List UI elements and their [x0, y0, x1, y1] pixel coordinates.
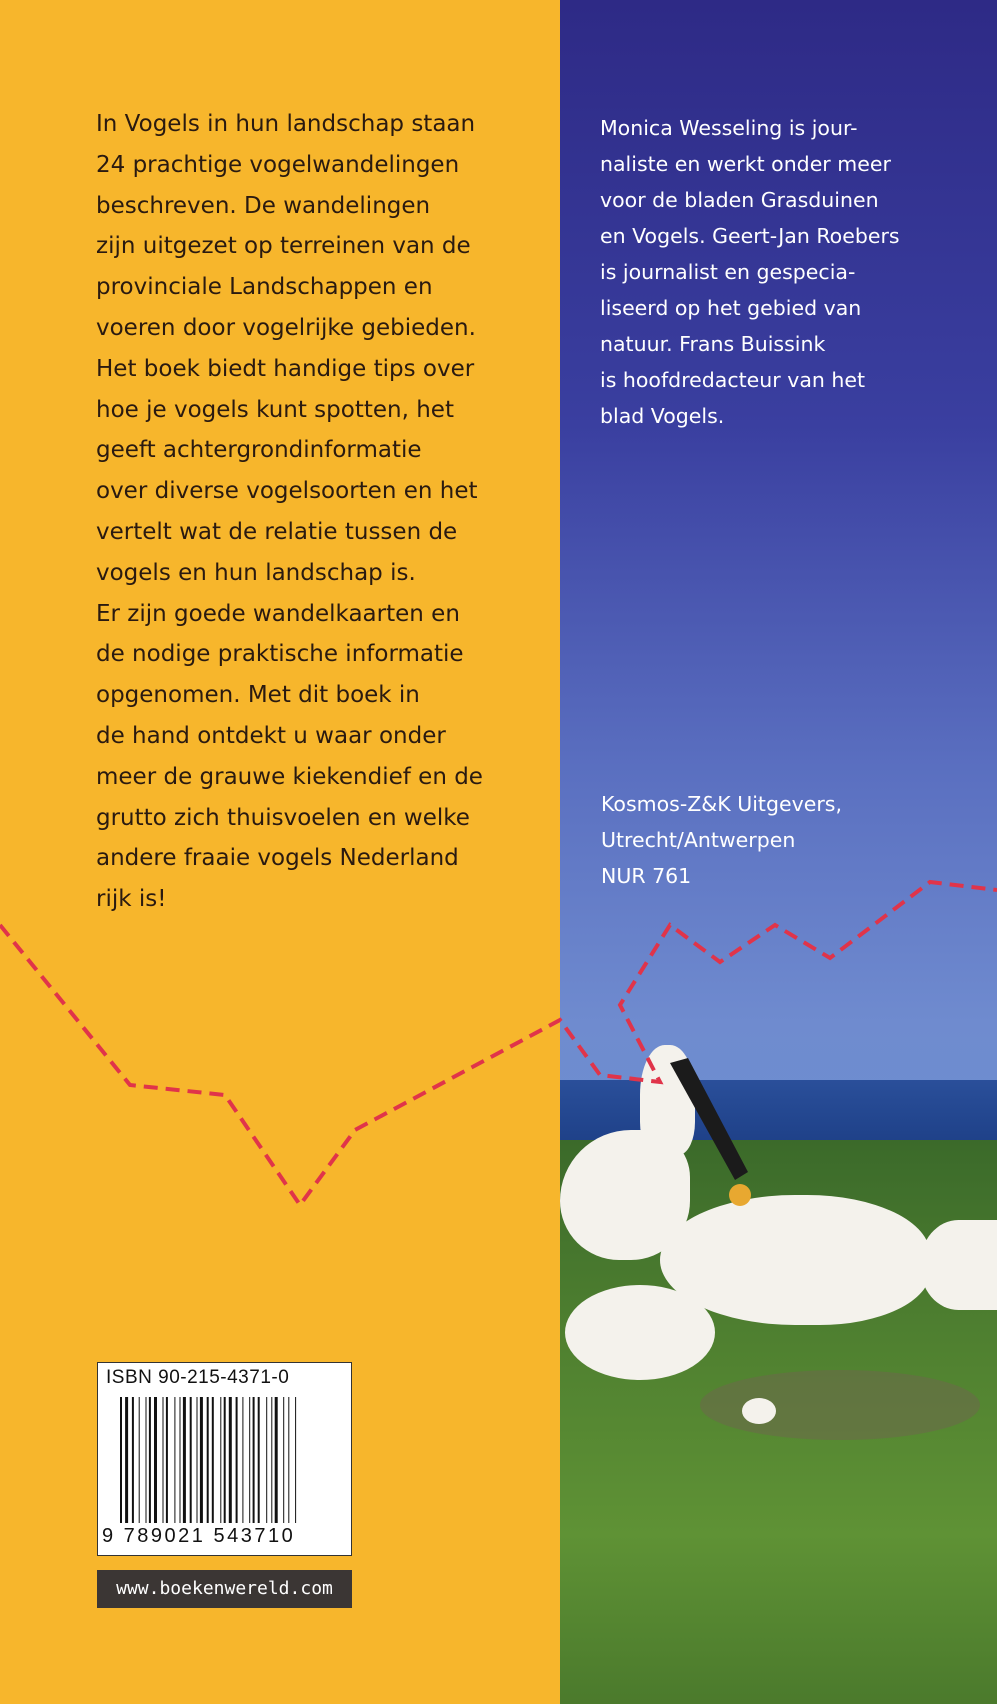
description-text: In Vogels in hun landschap staan 24 prachtige vogelwandelingen beschreven. De wandelingen zijn uitgezet op terreinen van de provinciale Landschappen en voeren door vogelrijke gebieden. Het boek biedt handige tips over hoe je vogels kunt spotten, het geeft achtergrondinformatie over diverse vogelsoorten en het vertelt wat de relatie tussen de vogels en hun landschap is. Er zijn goede wandelkaarten en de nodige praktische informatie opgenomen. Met dit boek in de hand ontdekt u waar onder meer de grauwe kiekendief en de grutto zich thuisvoelen en welke andere fraaie vogels Nederland rijk is!	[96, 111, 483, 913]
barcode-bar	[197, 1397, 198, 1523]
website-link[interactable]: www.boekenwereld.com	[97, 1570, 352, 1608]
barcode-bar	[283, 1397, 284, 1523]
author-bio-text: Monica Wesseling is jour- naliste en werkt onder meer voor de bladen Grasduinen en Vogels. Geert-Jan Roebers is journalist en gespecia- liseerd op het gebied van natuur. Frans Buissink is hoofdredacteur van het blad Vogels.	[600, 116, 900, 428]
barcode-bar	[125, 1397, 128, 1523]
barcode-bar	[242, 1397, 243, 1523]
barcode-bar	[183, 1397, 186, 1523]
barcode-bar	[212, 1397, 214, 1523]
barcode-bar	[271, 1397, 272, 1523]
publisher-info	[601, 786, 961, 894]
barcode-bar	[288, 1397, 289, 1523]
barcode-bar	[224, 1397, 226, 1523]
nur-code: NUR 761	[601, 864, 692, 888]
barcode-bar	[207, 1397, 209, 1523]
barcode-number: 9 789021 543710	[102, 1525, 296, 1547]
publisher-name: Kosmos-Z&K Uitgevers,	[601, 792, 842, 816]
barcode-bar	[236, 1397, 238, 1523]
barcode-bar	[139, 1397, 140, 1523]
barcode-bar	[163, 1397, 164, 1523]
barcode-bar	[253, 1397, 255, 1523]
barcode-icon	[120, 1397, 338, 1523]
barcode-bar	[146, 1397, 147, 1523]
barcode-bar	[266, 1397, 267, 1523]
barcode-panel	[97, 1362, 352, 1556]
barcode-bar	[220, 1397, 221, 1523]
publisher-location: Utrecht/Antwerpen	[601, 828, 796, 852]
author-bio	[600, 110, 980, 434]
barcode-bar	[174, 1397, 175, 1523]
barcode-bar	[149, 1397, 151, 1523]
barcode-bar	[229, 1397, 232, 1523]
barcode-bar	[258, 1397, 260, 1523]
barcode-bar	[180, 1397, 181, 1523]
barcode-bar	[132, 1397, 134, 1523]
barcode-bar	[190, 1397, 192, 1523]
book-description	[96, 104, 536, 920]
barcode-bar	[295, 1397, 296, 1523]
barcode-bar	[249, 1397, 250, 1523]
isbn-label: ISBN 90-215-4371-0	[106, 1367, 290, 1388]
barcode-bar	[275, 1397, 278, 1523]
barcode-bar	[200, 1397, 203, 1523]
barcode-bar	[120, 1397, 122, 1523]
barcode-bar	[166, 1397, 168, 1523]
barcode-bar	[154, 1397, 157, 1523]
